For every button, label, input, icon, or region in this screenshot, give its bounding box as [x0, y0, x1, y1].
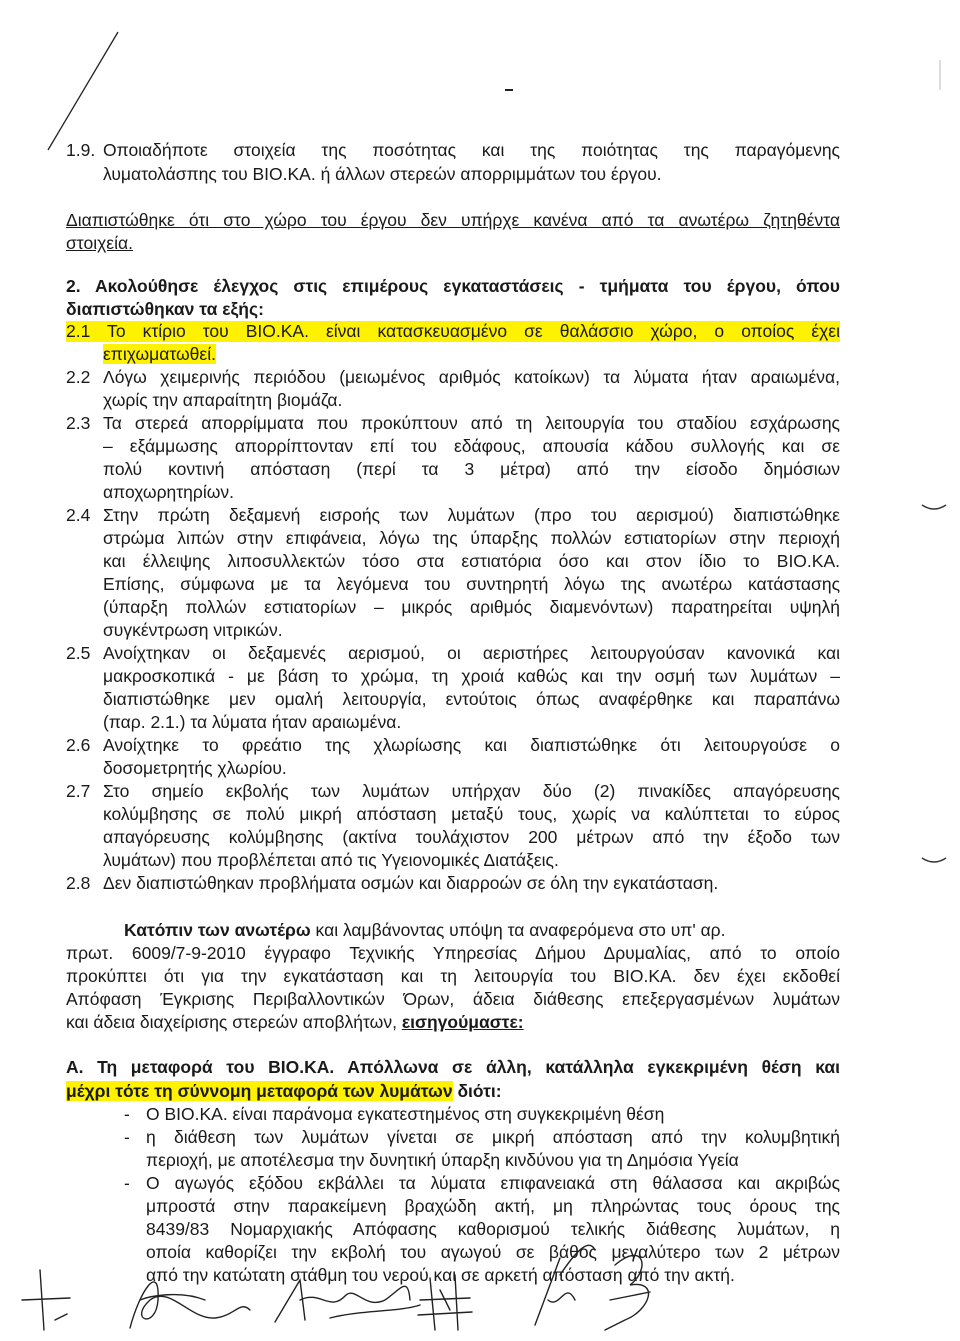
item-2-2-number: 2.2	[66, 367, 91, 387]
item-2-4-line-4: Επίσης, σύμφωνα με τα λεγόμενα του συντηρητή λόγω της ανωτέρω κατάστασης	[103, 574, 840, 594]
item-2-4-line-1: Στην πρώτη δεξαμενή εισροής των λυμάτων (προ του αερισμού) διαπιστώθηκε	[103, 505, 840, 525]
finding-1-9-line-2: στοιχεία.	[66, 233, 133, 253]
item-2-4-number: 2.4	[66, 505, 91, 525]
item-2-7-line-2: κολύμβησης σε πολύ μικρή απόσταση μεταξύ τους, χωρίς να καλύπτεται το εύρος	[103, 804, 840, 824]
bullet-3-marker: -	[124, 1173, 130, 1193]
item-2-4-line-2: στρώμα λιπών στην επιφάνεια, λόγω της ύπαρξης πολλών εστιατορίων στην περιοχή	[103, 528, 840, 548]
item-2-2-line-2: χωρίς την απαραίτητη βιομάζα.	[103, 390, 343, 410]
item-2-7-line-1: Στο σημείο εκβολής των λυμάτων υπήρχαν δύο (2) πινακίδες απαγόρευσης	[103, 781, 840, 801]
item-2-4-line-5: (ύπαρξη πολλών εστιατορίων – μικρός αριθμός διαμενόντων) παρατηρείται υψηλή	[103, 597, 840, 617]
section-2-heading-line-2: διαπιστώθηκαν τα εξής:	[66, 299, 264, 319]
item-2-3-line-2: – εξάμμωσης απορρίπτονταν επί του εδάφους, απουσία κάδου συλλογής και σε	[103, 436, 840, 456]
item-2-5-line-4: (παρ. 2.1.) τα λύματα ήταν αραιωμένα.	[103, 712, 402, 732]
item-2-7-line-3: απαγόρευσης κολύμβησης (ακτίνα τουλάχιστον 200 μέτρων από την έξοδο των	[103, 827, 840, 847]
bullet-1-line-1: Ο ΒΙΟ.ΚΑ. είναι παράνομα εγκατεστημένος στη συγκεκριμένη θέση	[146, 1104, 665, 1124]
section-1-9-line-1: Οποιαδήποτε στοιχεία της ποσότητας και της ποιότητας της παραγόμενης	[103, 140, 840, 160]
item-2-4-line-3: και έλλειψης λιποσυλλεκτών τόσο στα εστιατόρια όσο και στον ίδιο το ΒΙΟ.ΚΑ.	[103, 551, 840, 571]
item-2-6-line-1: Ανοίχτηκε το φρεάτιο της χλωρίωσης και διαπιστώθηκε ότι λειτουργούσε ο	[103, 735, 840, 755]
item-2-4-line-6: συγκέντρωση νιτρικών.	[103, 620, 283, 640]
item-2-7-line-4: λυμάτων) που προβλέπεται από τις Υγειονομικές Διατάξεις.	[103, 850, 559, 870]
bullet-3-line-2: μπροστά στην παρακείμενη βραχώδη ακτή, μη πληρώντας τους όρους της	[146, 1196, 840, 1216]
item-2-5-line-2: μακροσκοπικά - με βάση το χρώμα, τη χροιά καθώς και την οσμή των λυμάτων –	[103, 666, 840, 686]
item-2-5-number: 2.5	[66, 643, 91, 663]
conclusion-line-4: Απόφαση Έγκρισης Περιβαλλοντικών Όρων, άδεια διάθεσης επεξεργασμένων λυμάτων	[66, 989, 840, 1009]
item-2-1-text-2: επιχωματωθεί.	[103, 344, 216, 364]
section-1-9-line-2: λυματολάσπης του ΒΙΟ.ΚΑ. ή άλλων στερεών απορριμμάτων του έργου.	[103, 164, 662, 184]
bullet-3-line-1: Ο αγωγός εξόδου εκβάλλει τα λύματα επιφανειακά στη θάλασσα και ακριβώς	[146, 1173, 840, 1193]
bullet-1-marker: -	[124, 1104, 130, 1124]
proposal-a-because: διότι:	[457, 1081, 502, 1101]
bullet-3-line-3: 8439/83 Νομαρχιακής Απόφασης καθορισμού τελικής διάθεσης λυμάτων, η	[146, 1219, 840, 1239]
item-2-1-text: Το κτίριο του ΒΙΟ.ΚΑ. είναι κατασκευασμένο σε θαλάσσιο χώρο, ο οποίος έχει	[107, 321, 841, 341]
proposal-a-line-1: Α. Τη μεταφορά του ΒΙΟ.ΚΑ. Απόλλωνα σε άλλη, κατάλληλα εγκεκριμένη θέση και	[66, 1057, 840, 1077]
item-2-1-number: 2.1	[66, 321, 91, 341]
item-2-6-number: 2.6	[66, 735, 91, 755]
item-2-8-number: 2.8	[66, 873, 91, 893]
conclusion-line-3: προκύπτει ότι για την εγκατάσταση και τη λειτουργία του ΒΙΟ.ΚΑ. δεν έχει εκδοθεί	[66, 966, 840, 986]
conclusion-lead-rest: και λαμβάνοντας υπόψη τα αναφερόμενα στο υπ' αρ.	[315, 920, 726, 940]
recommendation-label: εισηγούμαστε:	[401, 1012, 524, 1032]
item-2-2-line-1: Λόγω χειμερινής περιόδου (μειωμένος αριθμός κατοίκων) τα λύματα ήταν αραιωμένα,	[103, 367, 840, 387]
bullet-3-line-4: οποία καθορίζει την εκβολή του αγωγού σε βάθος μεγαλύτερο των 2 μέτρων	[146, 1242, 840, 1262]
section-number-1-9: 1.9.	[66, 140, 96, 160]
item-2-3-number: 2.3	[66, 413, 91, 433]
bullet-3-line-5: από την κατώτατη στάθμη του νερού και σε αρκετή απόσταση από την ακτή.	[146, 1265, 735, 1285]
bullet-2-line-1: η διάθεση των λυμάτων γίνεται σε μικρή απόσταση από την κολυμβητική	[146, 1127, 840, 1147]
item-2-7-number: 2.7	[66, 781, 91, 801]
conclusion-lead: Κατόπιν των ανωτέρω	[124, 920, 311, 940]
item-2-5-line-1: Ανοίχτηκαν οι δεξαμενές αερισμού, οι αεριστήρες λειτουργούσαν κανονικά και	[103, 643, 840, 663]
finding-1-9-line-1: Διαπιστώθηκε ότι στο χώρο του έργου δεν υπήρχε κανένα από τα ανωτέρω ζητηθέντα	[66, 210, 840, 230]
proposal-a-highlight: μέχρι τότε τη σύννομη μεταφορά των λυμάτων	[66, 1081, 453, 1101]
bullet-2-line-2: περιοχή, με αποτέλεσμα την δυνητική ύπαρξη κινδύνου για τη Δημόσια Υγεία	[146, 1150, 739, 1170]
bullet-2-marker: -	[124, 1127, 130, 1147]
item-2-3-line-3: πολύ κοντινή απόσταση (περί τα 3 μέτρα) από την είσοδο δημόσιων	[103, 459, 840, 479]
item-2-3-line-1: Τα στερεά απορρίμματα που προκύπτουν από τη λειτουργία του σταδίου εσχάρωσης	[103, 413, 840, 433]
item-2-5-line-3: διαπιστώθηκε μεν ομαλή λειτουργία, εντούτοις όπως αναφέρθηκε και παραπάνω	[103, 689, 840, 709]
conclusion-line-5-text: και άδεια διαχείρισης στερεών αποβλήτων,	[66, 1012, 397, 1032]
section-2-heading-line-1: 2. Ακολούθησε έλεγχος στις επιμέρους εγκαταστάσεις - τμήματα του έργου, όπου	[66, 276, 840, 296]
conclusion-line-2: πρωτ. 6009/7-9-2010 έγγραφο Τεχνικής Υπηρεσίας Δήμου Δρυμαλίας, από το οποίο	[66, 943, 840, 963]
item-2-3-line-4: αποχωρητηρίων.	[103, 482, 235, 502]
item-2-6-line-2: δοσομετρητής χλωρίου.	[103, 758, 287, 778]
item-2-8-line-1: Δεν διαπιστώθηκαν προβλήματα οσμών και διαρροών σε όλη την εγκατάσταση.	[103, 873, 719, 893]
